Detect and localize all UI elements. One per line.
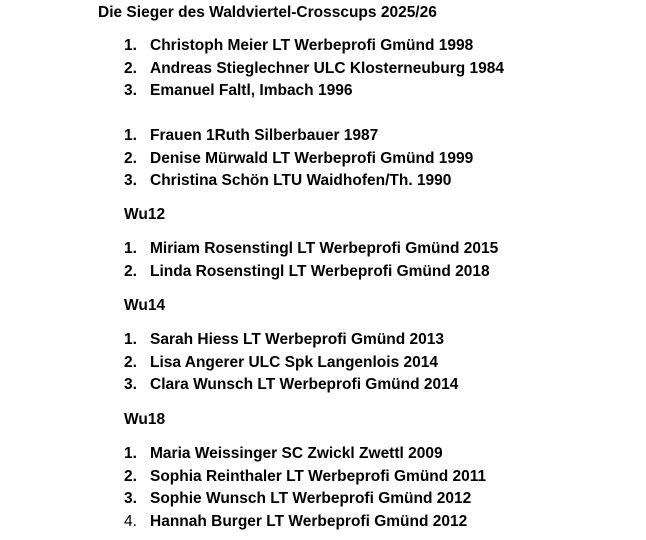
result-text: Andreas Stieglechner ULC Klosterneuburg 1984 xyxy=(150,59,505,77)
rank-number: 2. xyxy=(124,59,137,77)
results-list-wu18 xyxy=(124,443,486,533)
result-text: Clara Wunsch LT Werbeprofi Gmünd 2014 xyxy=(150,376,459,394)
result-text: Hannah Burger LT Werbeprofi Gmünd 2012 xyxy=(150,512,468,530)
list-item xyxy=(124,148,473,171)
list-item xyxy=(124,80,504,103)
rank-number: 1. xyxy=(124,331,137,348)
section-heading-wu18: Wu18 xyxy=(124,411,166,428)
result-text: Emanuel Faltl, Imbach 1996 xyxy=(150,82,353,100)
list-item xyxy=(124,488,486,511)
list-item xyxy=(124,35,504,58)
rank-number: 3. xyxy=(124,376,137,394)
rank-number: 2. xyxy=(124,149,137,167)
result-text: Sophia Reinthaler LT Werbeprofi Gmünd 2011 xyxy=(150,467,487,485)
section-heading-wu12: Wu12 xyxy=(124,206,166,223)
list-item xyxy=(124,374,458,397)
result-text: Christoph Meier LT Werbeprofi Gmünd 1998 xyxy=(150,37,474,54)
list-item xyxy=(124,170,473,193)
results-list-wu12 xyxy=(124,238,498,283)
rank-number: 3. xyxy=(124,172,137,190)
rank-number: 4. xyxy=(124,512,137,530)
rank-number: 2. xyxy=(124,353,137,371)
rank-number: 1. xyxy=(124,37,137,54)
rank-number: 1. xyxy=(124,127,137,144)
result-text: Maria Weissinger SC Zwickl Zwettl 2009 xyxy=(150,445,443,462)
list-item xyxy=(124,238,498,261)
results-list-wu14 xyxy=(124,329,458,397)
rank-number: 1. xyxy=(124,240,137,257)
list-item xyxy=(124,511,486,534)
results-list-women xyxy=(124,125,473,193)
rank-number: 3. xyxy=(124,490,137,508)
result-text: Lisa Angerer ULC Spk Langenlois 2014 xyxy=(150,353,438,371)
list-item xyxy=(124,466,486,489)
section-heading-wu14: Wu14 xyxy=(124,297,166,314)
list-item xyxy=(124,352,458,375)
page-title: Die Sieger des Waldviertel-Crosscups 2025/26 xyxy=(98,4,437,21)
rank-number: 3. xyxy=(124,82,137,100)
rank-number: 2. xyxy=(124,467,137,485)
rank-number: 2. xyxy=(124,262,137,280)
result-text: Frauen 1Ruth Silberbauer 1987 xyxy=(150,127,379,144)
list-item xyxy=(124,58,504,81)
results-list-men xyxy=(124,35,504,103)
result-text: Linda Rosenstingl LT Werbeprofi Gmünd 2018 xyxy=(150,262,490,280)
list-item xyxy=(124,443,486,466)
result-text: Denise Mürwald LT Werbeprofi Gmünd 1999 xyxy=(150,149,474,167)
list-item xyxy=(124,329,458,352)
result-text: Christina Schön LTU Waidhofen/Th. 1990 xyxy=(150,172,452,190)
result-text: Sophie Wunsch LT Werbeprofi Gmünd 2012 xyxy=(150,490,472,508)
result-text: Miriam Rosenstingl LT Werbeprofi Gmünd 2015 xyxy=(150,240,499,257)
rank-number: 1. xyxy=(124,445,137,462)
result-text: Sarah Hiess LT Werbeprofi Gmünd 2013 xyxy=(150,331,445,348)
list-item xyxy=(124,261,498,284)
list-item xyxy=(124,125,473,148)
